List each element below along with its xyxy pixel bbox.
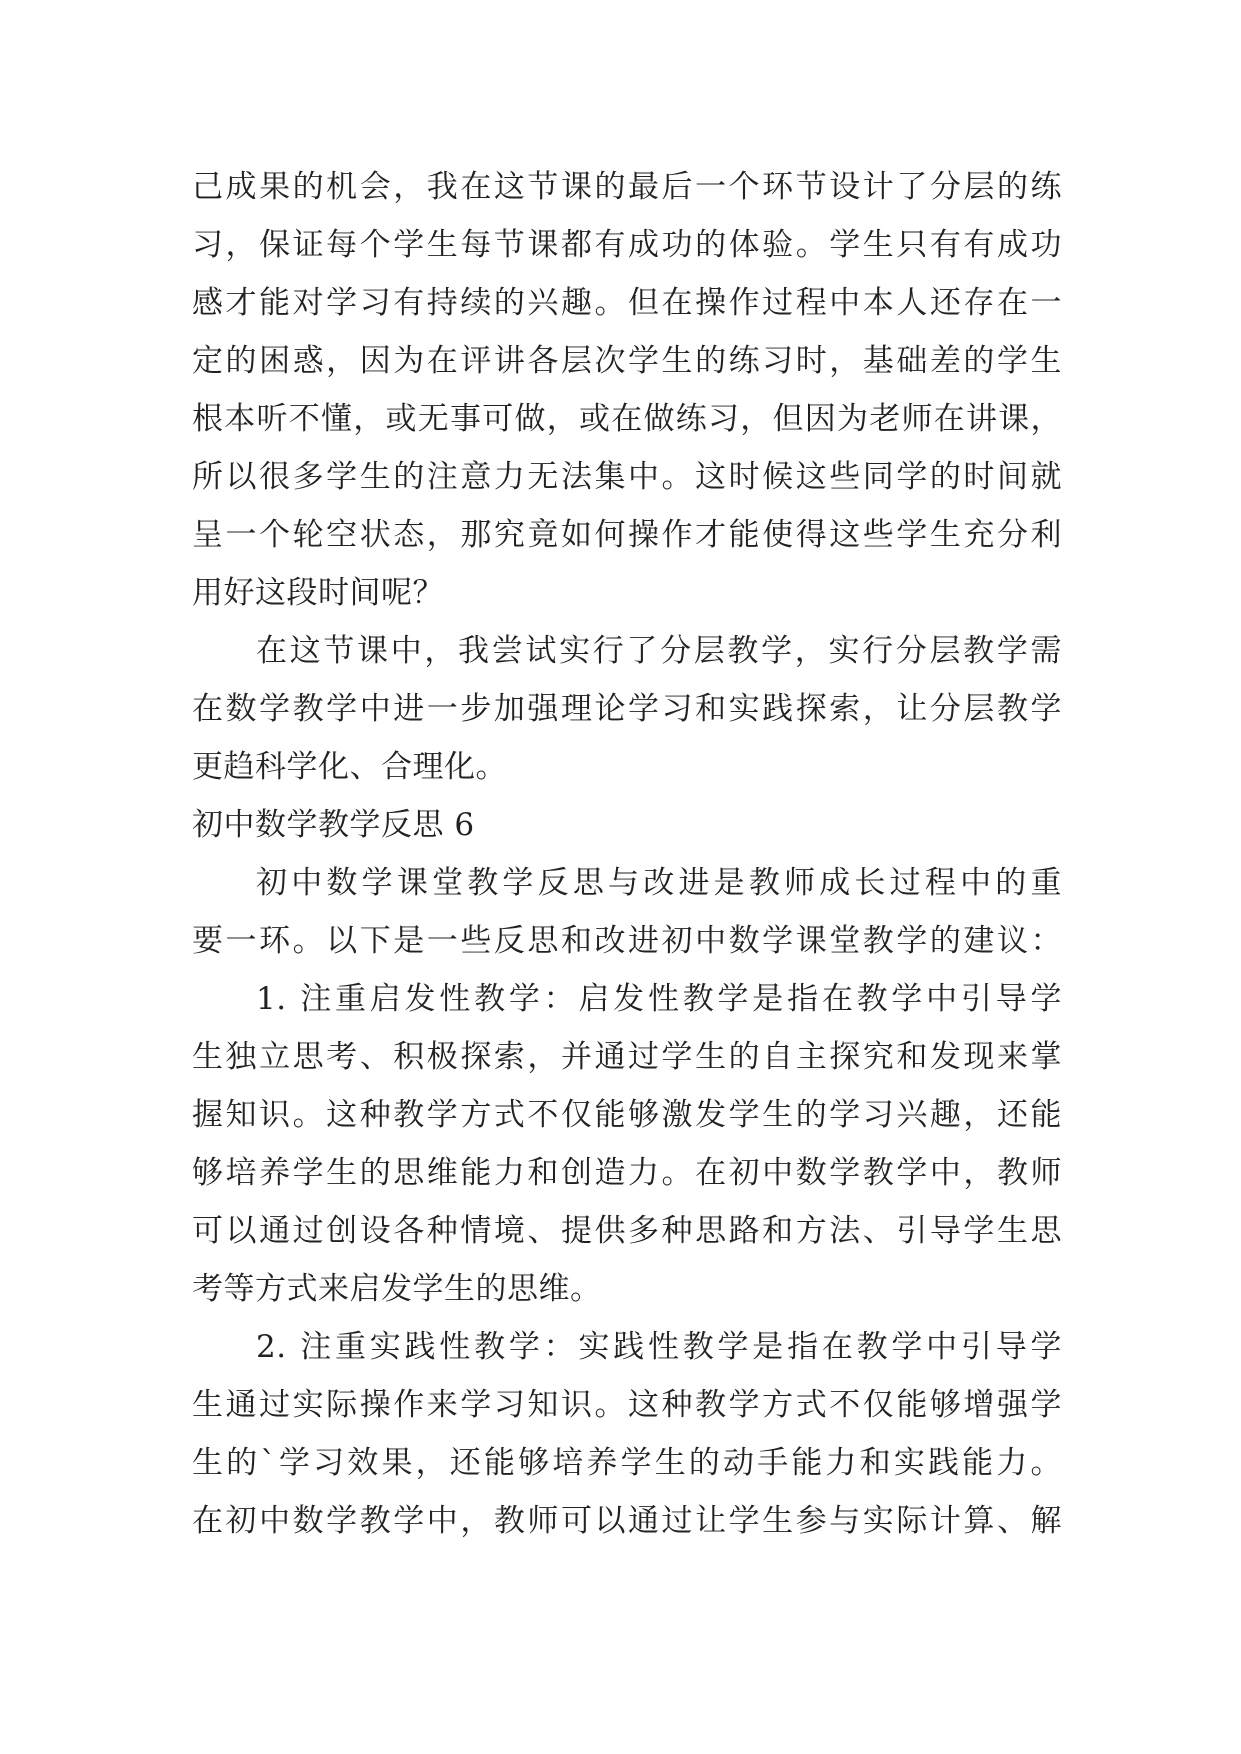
text-line: 感才能对学习有持续的兴趣。但在操作过程中本人还存在一 (192, 285, 1062, 321)
text-line: 所以很多学生的注意力无法集中。这时候这些同学的时间就 (192, 459, 1062, 495)
text-line: 握知识。这种教学方式不仅能够激发学生的学习兴趣，还能 (192, 1097, 1062, 1133)
text-line: 够培养学生的思维能力和创造力。在初中数学教学中，教师 (192, 1155, 1062, 1191)
text-line: 根本听不懂，或无事可做，或在做练习，但因为老师在讲课， (192, 401, 1062, 437)
list-item-2-line: 2. 注重实践性教学：实践性教学是指在教学中引导学 (256, 1329, 1062, 1365)
section-heading: 初中数学教学反思 6 (192, 807, 475, 843)
list-item-1-line: 1. 注重启发性教学：启发性教学是指在教学中引导学 (256, 981, 1062, 1017)
text-line: 考等方式来启发学生的思维。 (192, 1271, 602, 1307)
text-line: 习，保证每个学生每节课都有成功的体验。学生只有有成功 (192, 227, 1062, 263)
text-line: 可以通过创设各种情境、提供多种思路和方法、引导学生思 (192, 1213, 1062, 1249)
body-text (192, 158, 1062, 1550)
text-line: 在这节课中，我尝试实行了分层教学，实行分层教学需 (256, 633, 1062, 669)
text-line: 生的`学习效果，还能够培养学生的动手能力和实践能力。 (192, 1445, 1062, 1481)
text-line: 生独立思考、积极探索，并通过学生的自主探究和发现来掌 (192, 1039, 1062, 1075)
text-line: 用好这段时间呢？ (192, 575, 444, 611)
text-line: 更趋科学化、合理化。 (192, 749, 507, 785)
text-line: 初中数学课堂教学反思与改进是教师成长过程中的重 (256, 865, 1062, 901)
text-line: 在初中数学教学中，教师可以通过让学生参与实际计算、解 (192, 1503, 1062, 1539)
text-line: 定的困惑，因为在评讲各层次学生的练习时，基础差的学生 (192, 343, 1062, 379)
text-line: 要一环。以下是一些反思和改进初中数学课堂教学的建议： (192, 923, 1062, 959)
text-line: 在数学教学中进一步加强理论学习和实践探索，让分层教学 (192, 691, 1062, 727)
text-line: 生通过实际操作来学习知识。这种教学方式不仅能够增强学 (192, 1387, 1062, 1423)
text-line: 呈一个轮空状态，那究竟如何操作才能使得这些学生充分利 (192, 517, 1062, 553)
text-line: 己成果的机会，我在这节课的最后一个环节设计了分层的练 (192, 169, 1062, 205)
